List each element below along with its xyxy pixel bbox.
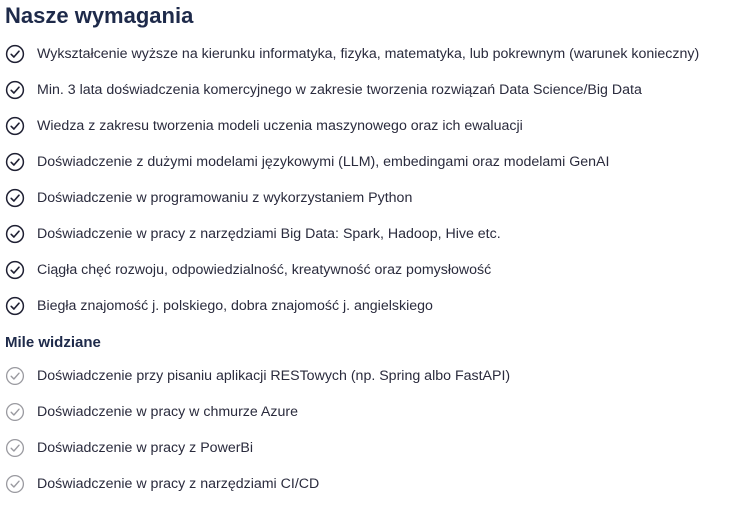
nice-to-have-list xyxy=(5,358,734,502)
check-circle-outline-icon xyxy=(5,474,25,494)
requirement-item xyxy=(5,216,734,252)
requirement-text: Ciągła chęć rozwoju, odpowiedzialność, kreatywność oraz pomysłowość xyxy=(37,262,492,278)
requirement-text: Wiedza z zakresu tworzenia modeli uczenia maszynowego oraz ich ewaluacji xyxy=(37,118,523,134)
check-circle-outline-icon xyxy=(5,366,25,386)
check-circle-icon xyxy=(5,224,25,244)
check-circle-icon xyxy=(5,80,25,100)
requirement-text: Min. 3 lata doświadczenia komercyjnego w zakresie tworzenia rozwiązań Data Science/Big Data xyxy=(37,82,642,98)
nice-to-have-text: Doświadczenie w pracy z narzędziami CI/CD xyxy=(37,476,320,492)
requirement-item xyxy=(5,108,734,144)
requirement-item xyxy=(5,180,734,216)
nice-to-have-text: Doświadczenie w pracy w chmurze Azure xyxy=(37,404,298,420)
nice-to-have-item xyxy=(5,430,734,466)
requirement-text: Biegła znajomość j. polskiego, dobra znajomość j. angielskiego xyxy=(37,298,433,314)
check-circle-icon xyxy=(5,116,25,136)
check-circle-icon xyxy=(5,44,25,64)
requirement-text: Wykształcenie wyższe na kierunku informatyka, fizyka, matematyka, lub pokrewnym (warunek konieczny) xyxy=(37,46,700,62)
check-circle-icon xyxy=(5,296,25,316)
check-circle-outline-icon xyxy=(5,402,25,422)
nice-to-have-item xyxy=(5,394,734,430)
check-circle-icon xyxy=(5,152,25,172)
requirement-text: Doświadczenie z dużymi modelami językowymi (LLM), embedingami oraz modelami GenAI xyxy=(37,154,610,170)
nice-to-have-item xyxy=(5,466,734,502)
requirement-item xyxy=(5,252,734,288)
check-circle-icon xyxy=(5,188,25,208)
check-circle-icon xyxy=(5,260,25,280)
requirement-text: Doświadczenie w pracy z narzędziami Big Data: Spark, Hadoop, Hive etc. xyxy=(37,226,501,242)
requirements-list xyxy=(5,36,734,324)
nice-to-have-heading: Mile widziane xyxy=(5,334,101,351)
requirement-item xyxy=(5,72,734,108)
requirements-heading: Nasze wymagania xyxy=(5,3,194,28)
requirement-item xyxy=(5,36,734,72)
requirement-text: Doświadczenie w programowaniu z wykorzystaniem Python xyxy=(37,190,413,206)
nice-to-have-text: Doświadczenie w pracy z PowerBi xyxy=(37,440,254,456)
nice-to-have-text: Doświadczenie przy pisaniu aplikacji RESTowych (np. Spring albo FastAPI) xyxy=(37,368,511,384)
check-circle-outline-icon xyxy=(5,438,25,458)
nice-to-have-item xyxy=(5,358,734,394)
requirement-item xyxy=(5,144,734,180)
requirement-item xyxy=(5,288,734,324)
